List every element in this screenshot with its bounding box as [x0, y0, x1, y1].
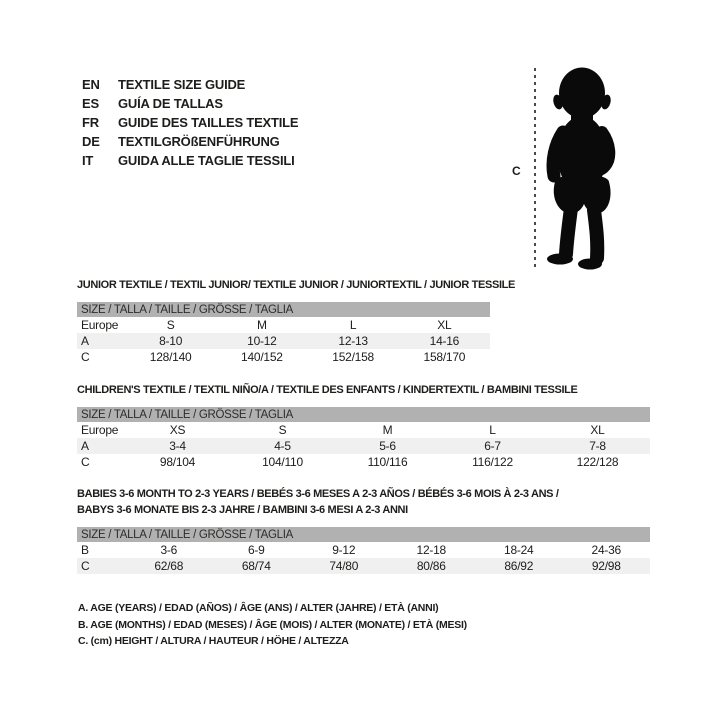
size-table-rows [77, 317, 490, 365]
toddler-silhouette-icon [541, 66, 629, 270]
size-cell: S [278, 423, 287, 437]
size-cell: M [257, 318, 267, 332]
size-cell: 152/158 [332, 350, 374, 364]
language-item-fr [82, 113, 298, 132]
size-band-header: SIZE / TALLA / TAILLE / GRÖSSE / TAGLIA [77, 407, 650, 422]
language-code: IT [82, 153, 94, 168]
row-label: C [81, 559, 90, 573]
row-label: A [81, 439, 89, 453]
size-cell: 86/92 [504, 559, 534, 573]
size-cell: 122/128 [576, 455, 619, 469]
row-label: C [81, 350, 90, 364]
language-title: GUIDE DES TAILLES TEXTILE [118, 115, 299, 130]
size-cell: S [166, 318, 175, 332]
row-label: Europe [81, 423, 119, 437]
size-cell: 7-8 [589, 439, 606, 453]
section-title-line: JUNIOR TEXTILE / TEXTIL JUNIOR/ TEXTILE JUNIOR / JUNIORTEXTIL / JUNIOR TESSILE [77, 279, 516, 291]
size-cell: 5-6 [379, 439, 396, 453]
size-cell: L [489, 423, 496, 437]
size-cell: 12-18 [416, 543, 446, 557]
size-cell: XS [169, 423, 186, 437]
size-cell: 9-12 [332, 543, 356, 557]
section-title-line: CHILDREN'S TEXTILE / TEXTIL NIÑO/A / TEXTILE DES ENFANTS / KINDERTEXTIL / BAMBINI TESSILE [77, 384, 578, 396]
size-cell: 6-9 [247, 543, 265, 557]
section-title-line: BABIES 3-6 MONTH TO 2-3 YEARS / BEBÉS 3-6 MESES A 2-3 AÑOS / BÉBÉS 3-6 MOIS À 2-3 ANS / [77, 488, 559, 500]
size-table [77, 407, 650, 470]
size-cell: 3-4 [169, 439, 186, 453]
measurement-legend [78, 600, 467, 650]
language-item-es [82, 94, 298, 113]
size-cell: XL [590, 423, 605, 437]
table-row [77, 454, 650, 470]
language-list [82, 75, 298, 170]
language-item-de [82, 132, 298, 151]
language-title: TEXTILGRÖßENFÜHRUNG [118, 134, 280, 149]
size-cell: 104/110 [262, 455, 303, 469]
language-title: TEXTILE SIZE GUIDE [118, 77, 246, 92]
section-titles [77, 382, 650, 398]
row-label: Europe [81, 318, 119, 332]
language-code: FR [82, 115, 99, 130]
size-cell: M [382, 423, 393, 437]
size-cell: 10-12 [247, 334, 277, 348]
size-cell: 18-24 [504, 543, 534, 557]
size-section-children [77, 382, 650, 470]
section-titles [77, 486, 650, 518]
size-cell: XL [437, 318, 452, 332]
size-cell: 140/152 [241, 350, 283, 364]
size-cell: 14-16 [429, 334, 460, 348]
size-table [77, 302, 490, 365]
size-band-header: SIZE / TALLA / TAILLE / GRÖSSE / TAGLIA [77, 527, 650, 542]
size-cell: 6-7 [484, 439, 501, 453]
section-title-line: BABYS 3-6 MONATE BIS 2-3 JAHRE / BAMBINI 3-6 MESI A 2-3 ANNI [77, 504, 408, 516]
language-item-it [82, 151, 298, 170]
language-code: DE [82, 134, 100, 149]
row-label: C [81, 455, 90, 469]
language-item-en [82, 75, 298, 94]
language-code: EN [82, 77, 100, 92]
table-row [77, 333, 490, 349]
size-cell: 74/80 [329, 559, 359, 573]
size-band-header: SIZE / TALLA / TAILLE / GRÖSSE / TAGLIA [77, 302, 490, 317]
size-cell: L [349, 318, 357, 332]
size-cell: 8-10 [159, 334, 183, 348]
size-cell: 12-13 [338, 334, 368, 348]
size-cell: 68/74 [241, 559, 271, 573]
size-section-babies [77, 486, 650, 574]
table-row [77, 542, 650, 558]
size-cell: 116/122 [472, 455, 513, 469]
size-section-junior [77, 277, 515, 365]
size-cell: 92/98 [591, 559, 621, 573]
height-dotted-line [534, 68, 536, 268]
row-label: A [81, 334, 89, 348]
language-title: GUÍA DE TALLAS [118, 96, 223, 111]
legend-line: C. (cm) HEIGHT / ALTURA / HAUTEUR / HÖHE / ALTEZZA [78, 635, 349, 647]
table-row [77, 438, 650, 454]
language-code: ES [82, 96, 99, 111]
size-cell: 3-6 [160, 543, 178, 557]
size-cell: 110/116 [367, 455, 408, 469]
legend-line: A. AGE (YEARS) / EDAD (AÑOS) / ÂGE (ANS) / ALTER (JAHRE) / ETÀ (ANNI) [78, 602, 439, 614]
height-c-label: C [512, 164, 521, 178]
table-row [77, 349, 490, 365]
size-cell: 4-5 [274, 439, 291, 453]
table-row [77, 317, 490, 333]
legend-line: B. AGE (MONTHS) / EDAD (MESES) / ÂGE (MOIS) / ALTER (MONATE) / ETÀ (MESI) [78, 618, 467, 631]
table-row [77, 422, 650, 438]
size-cell: 62/68 [154, 559, 184, 573]
size-table-rows [77, 542, 650, 574]
size-cell: 80/86 [416, 559, 446, 573]
size-cell: 158/170 [423, 350, 466, 364]
size-cell: 24-36 [591, 543, 621, 557]
size-table-rows [77, 422, 650, 470]
language-title: GUIDA ALLE TAGLIE TESSILI [118, 153, 295, 168]
section-titles [77, 277, 515, 293]
row-label: B [81, 543, 89, 557]
size-table [77, 527, 650, 574]
table-row [77, 558, 650, 574]
size-cell: 128/140 [149, 350, 192, 364]
size-cell: 98/104 [159, 455, 196, 469]
